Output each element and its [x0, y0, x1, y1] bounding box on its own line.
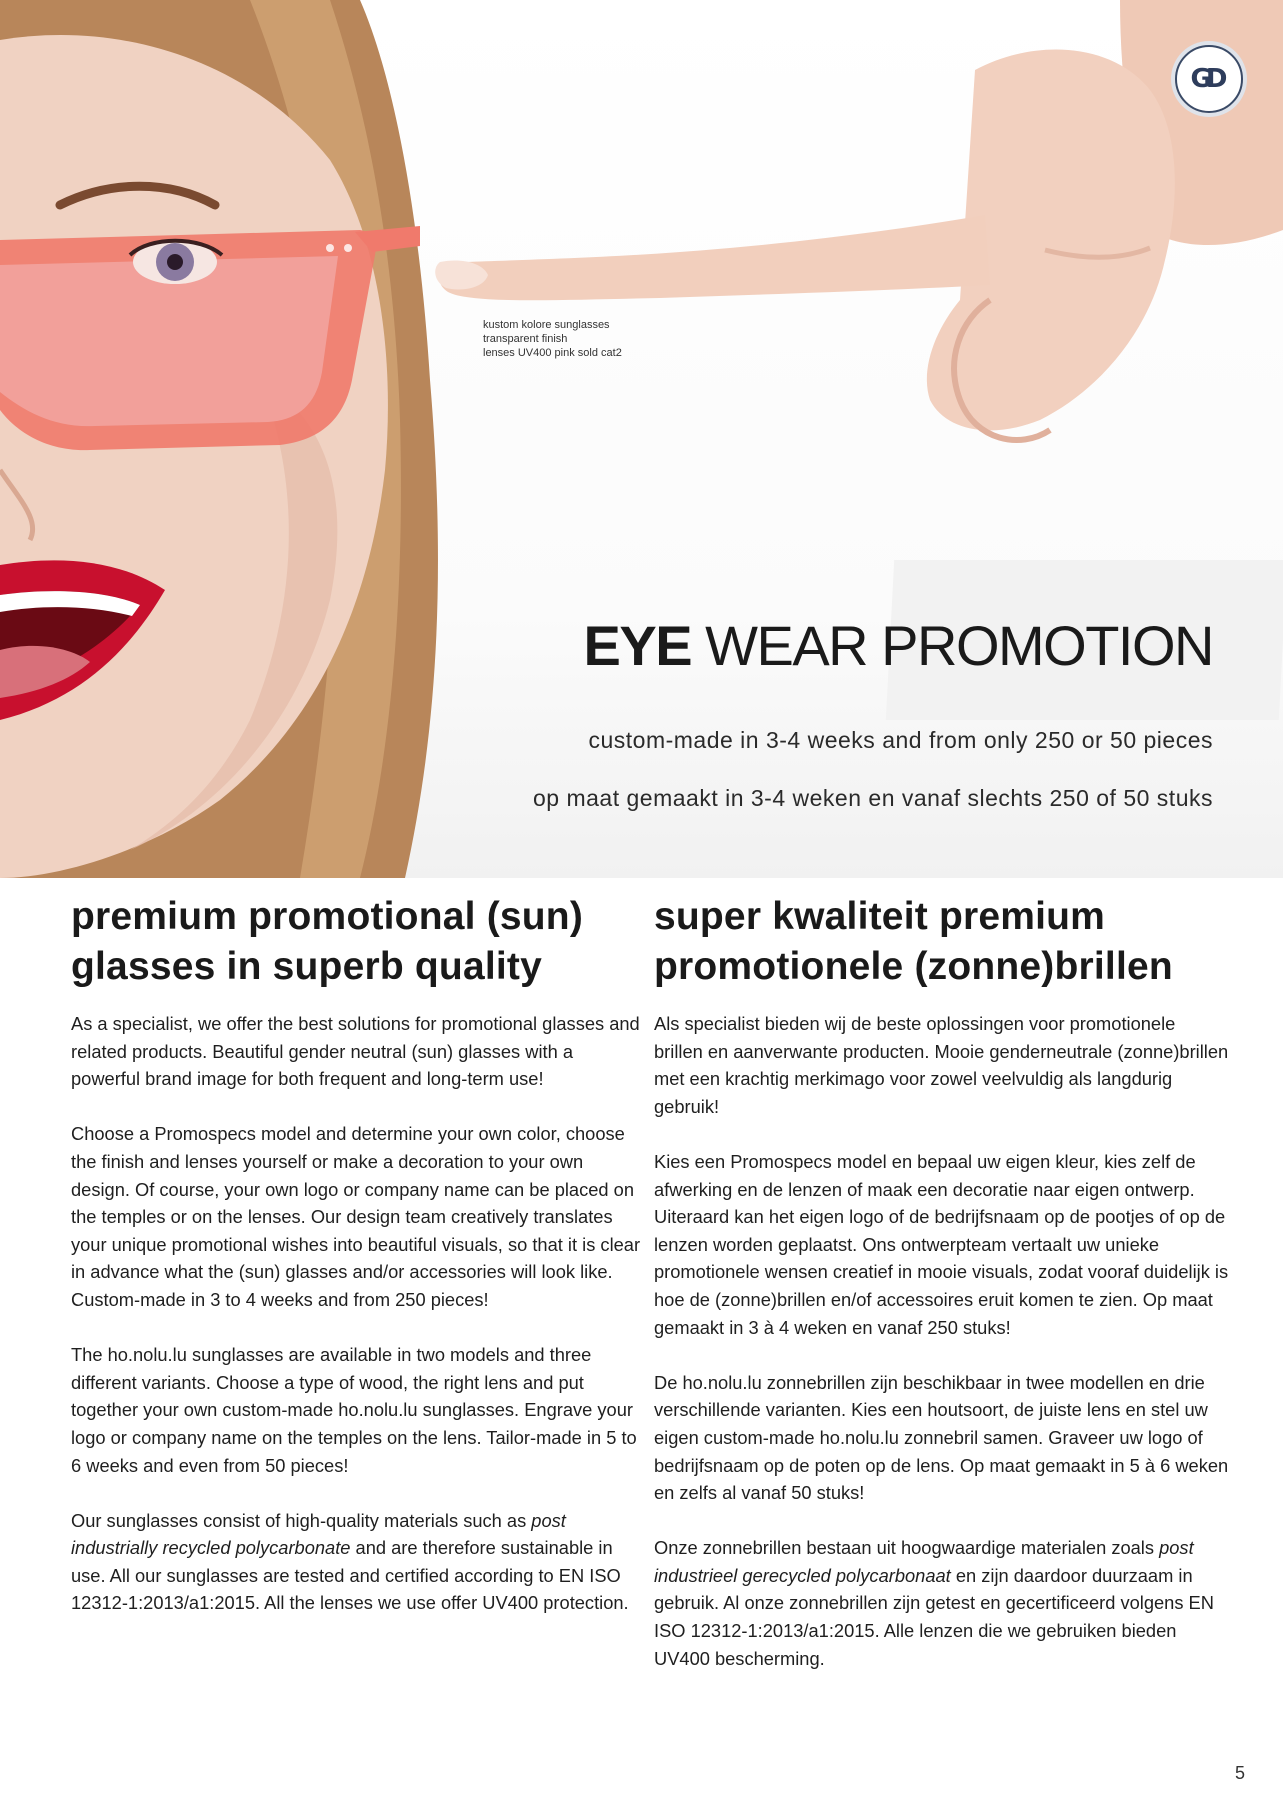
english-heading: premium promotional (sun) glasses in superb quality — [71, 895, 583, 988]
brand-logo — [1175, 45, 1243, 113]
subtitle-dutch: op maat gemaakt in 3-4 weken en vanaf slechts 250 of 50 stuks — [533, 785, 1213, 811]
title-bold: EYE — [583, 614, 692, 677]
hero-section — [0, 0, 1283, 878]
dutch-heading: super kwaliteit premium promotionele (zonne)brillen — [654, 895, 1173, 988]
english-column — [71, 892, 641, 1645]
subtitle-english: custom-made in 3-4 weeks and from only 250 or 50 pieces — [588, 727, 1213, 753]
caption-line: kustom kolore sunglasses — [483, 319, 610, 331]
dutch-p4-start: Onze zonnebrillen bestaan uit hoogwaardige materialen zoals — [654, 1537, 1160, 1559]
english-paragraph: The ho.nolu.lu sunglasses are available in two models and three different variants. Choose a type of wood, the right lens and put together your own custom-made ho.nolu.lu sunglasses. Engrave your logo or company name on the temples on the lens. Tailor-made in 5 to 6 weeks and even from 50 pieces! — [71, 1344, 637, 1476]
dutch-p4-italic: post industrieel gerecycled polycarbonaat — [654, 1537, 1194, 1586]
dutch-paragraph: Als specialist bieden wij de beste oplossingen voor promotionele brillen en aanverwante producten. Mooie genderneutrale (zonne)brillen met een krachtig merkimago voor zowel veelvuldig als langdurig gebruik! — [654, 1013, 1229, 1117]
dutch-column — [654, 892, 1229, 1700]
brand-logo-text: GD — [1190, 64, 1222, 94]
dutch-paragraph — [654, 1534, 1229, 1672]
english-paragraph: As a specialist, we offer the best solutions for promotional glasses and related products. Beautiful gender neutral (sun) glasses with a powerful brand image for both frequent and long-term use! — [71, 1013, 640, 1090]
english-p4-start: Our sunglasses consist of high-quality materials such as — [71, 1509, 532, 1531]
page-number: 5 — [1234, 1763, 1245, 1783]
english-paragraph — [71, 1507, 641, 1617]
dutch-paragraph: De ho.nolu.lu zonnebrillen zijn beschikbaar in twee modellen en drie verschillende varianten. Kies een houtsoort, de juiste lens en stel uw eigen custom-made ho.nolu.lu zonnebril samen. Graveer uw logo of bedrijfsnaam op de poten op de lens. Op maat gemaakt in 5 à 6 weken en zelfs al vanaf 50 stuks! — [654, 1371, 1229, 1504]
photo-caption — [483, 318, 622, 360]
glasses-rivet — [344, 244, 352, 252]
index-finger — [440, 215, 990, 300]
english-p4-end: and are therefore sustainable in use. All our sunglasses are tested and certified according to EN ISO 12312-1:2013/a1:2015. All the lenses we use offer UV400 protection. — [71, 1537, 629, 1614]
english-paragraph: Choose a Promospecs model and determine your own color, choose the finish and lenses yourself or make a decoration to your own design. Of course, your own logo or company name can be placed on the temples or on the lenses. Our design team creatively translates your unique promotional wishes into beautiful visuals, so that it is clear in advance what the (sun) glasses and/or accessories will look like. Custom-made in 3 to 4 weeks and from 250 pieces! — [71, 1123, 641, 1310]
dutch-paragraph: Kies een Promospecs model en bepaal uw eigen kleur, kies zelf de afwerking en de lenzen of maak een decoratie naar eigen ontwerp. Uiteraard kan het eigen logo of de bedrijfsnaam op de pootjes of op de lenzen worden geplaatst. Ons ontwerpteam vertaalt uw unieke promotionele wensen creatief in mooie visuals, zodat vooraf duidelijk is hoe de (zonne)brillen en/of accessoires eruit komen te zien. Op maat gemaakt in 3 à 4 weken en vanaf 250 stuks! — [654, 1150, 1229, 1338]
pointing-hand — [435, 0, 1283, 440]
caption-line: lenses UV400 pink sold cat2 — [483, 347, 622, 359]
pupil — [167, 254, 183, 270]
english-p4-italic: post industrially recycled polycarbonate — [71, 1509, 566, 1559]
page-title — [583, 614, 1213, 678]
title-regular: WEAR PROMOTION — [705, 614, 1213, 677]
caption-line: transparent finish — [483, 333, 568, 345]
dutch-p4-end: en zijn daardoor duurzaam in gebruik. Al onze zonnebrillen zijn getest en gecertificeerd volgens EN ISO 12312-1:2013/a1:2015. Alle lenzen die we gebruiken bieden UV400 bescherming. — [654, 1564, 1214, 1669]
glasses-rivet — [326, 244, 334, 252]
